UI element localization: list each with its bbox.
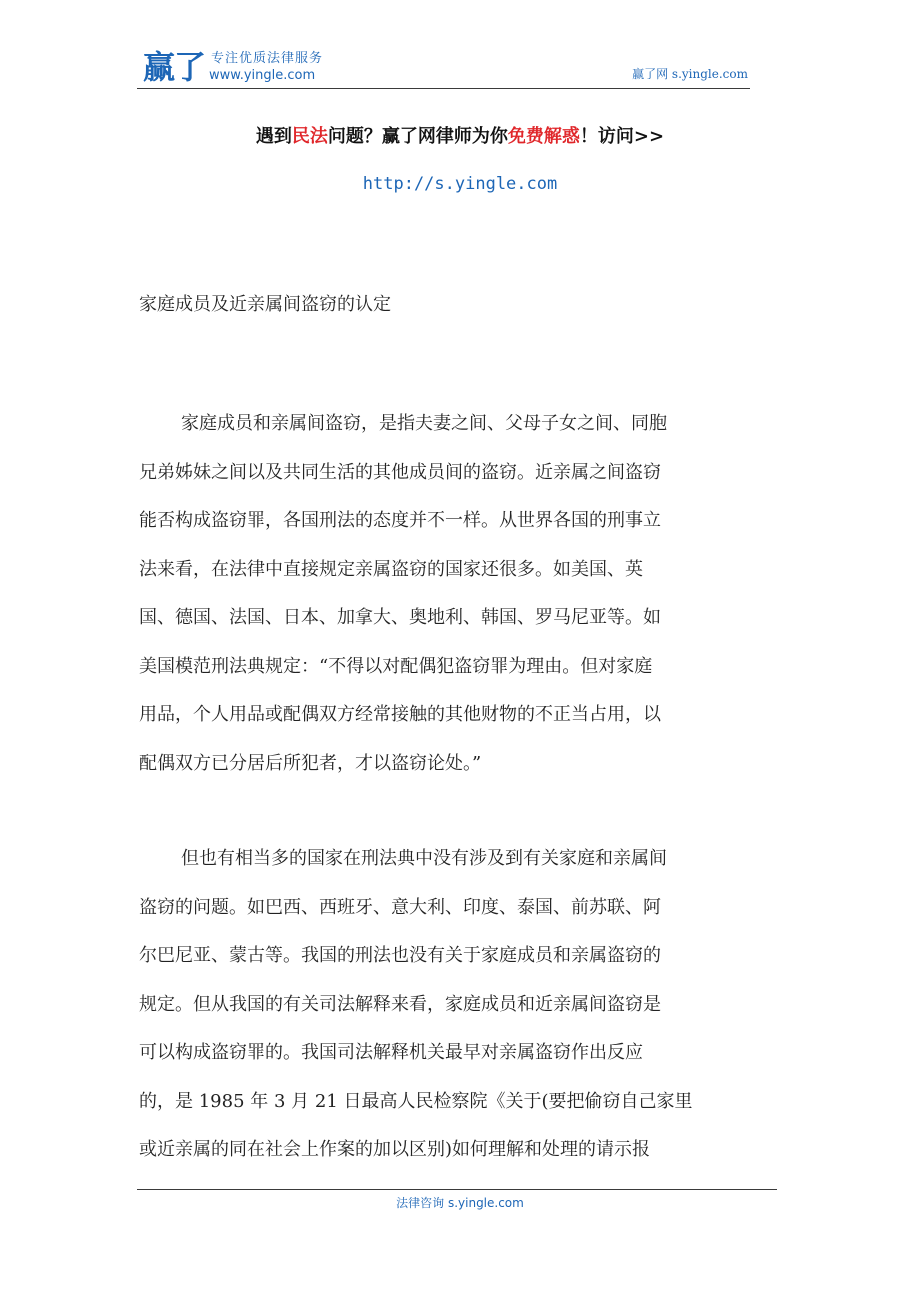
promo-highlight-free: 免费解惑: [507, 126, 580, 147]
paragraph-line: 用品，个人用品或配偶双方经常接触的其他财物的不正当占用，以: [139, 704, 661, 725]
footer-link[interactable]: 法律咨询 s.yingle.com: [396, 1196, 524, 1210]
paragraph-line: 规定。但从我国的有关司法解释来看，家庭成员和近亲属间盗窃是: [139, 993, 661, 1015]
promo-text-1: 遇到: [255, 126, 292, 147]
paragraph-line: 能否构成盗窃罪，各国刑法的态度并不一样。从世界各国的刑事立: [139, 510, 661, 531]
logo-url[interactable]: www.yingle.com: [209, 68, 316, 83]
paragraph-line: 但也有相当多的国家在刑法典中没有涉及到有关家庭和亲属间: [181, 848, 667, 869]
yingle-logo[interactable]: 赢了: [143, 48, 206, 86]
promo-text-3: ！访问>>: [579, 126, 665, 147]
footer-divider: [137, 1189, 777, 1190]
document-title: 家庭成员及近亲属间盗窃的认定: [139, 294, 391, 315]
paragraph-line: 法来看，在法律中直接规定亲属盗窃的国家还很多。如美国、英: [139, 558, 643, 580]
header-site-link[interactable]: 赢了网 s.yingle.com: [632, 67, 748, 81]
paragraph-1: [139, 400, 779, 788]
paragraph-line: 美国模范刑法典规定：“不得以对配偶犯盗窃罪为理由。但对家庭: [139, 655, 653, 677]
paragraph-line: 盗窃的问题。如巴西、西班牙、意大利、印度、泰国、前苏联、阿: [139, 896, 661, 918]
paragraph-line: 可以构成盗窃罪的。我国司法解释机关最早对亲属盗窃作出反应: [139, 1042, 643, 1063]
page-header: [137, 48, 750, 89]
paragraph-line: 尔巴尼亚、蒙古等。我国的刑法也没有关于家庭成员和亲属盗窃的: [139, 945, 661, 966]
paragraph-line: 的，是 1985 年 3 月 21 日最高人民检察院《关于(要把偷窃自己家里: [139, 1090, 693, 1112]
paragraph-line: 或近亲属的同在社会上作案的加以区别)如何理解和处理的请示报: [139, 1139, 651, 1160]
promo-link[interactable]: http://s.yingle.com: [362, 174, 558, 194]
promo-banner[interactable]: [0, 124, 920, 150]
paragraph-line: 国、德国、法国、日本、加拿大、奥地利、韩国、罗马尼亚等。如: [139, 607, 661, 628]
paragraph-line: 配偶双方已分居后所犯者，才以盗窃论处。”: [139, 752, 482, 774]
logo-tagline: 专注优质法律服务: [211, 51, 324, 66]
paragraph-2: [139, 835, 779, 1175]
paragraph-line: 兄弟姊妹之间以及共同生活的其他成员间的盗窃。近亲属之间盗窃: [139, 461, 661, 483]
paragraph-line: 家庭成员和亲属间盗窃，是指夫妻之间、父母子女之间、同胞: [181, 413, 667, 434]
promo-text-2: 问题？赢了网律师为你: [327, 126, 508, 147]
promo-highlight-civil-law: 民法: [291, 126, 328, 147]
